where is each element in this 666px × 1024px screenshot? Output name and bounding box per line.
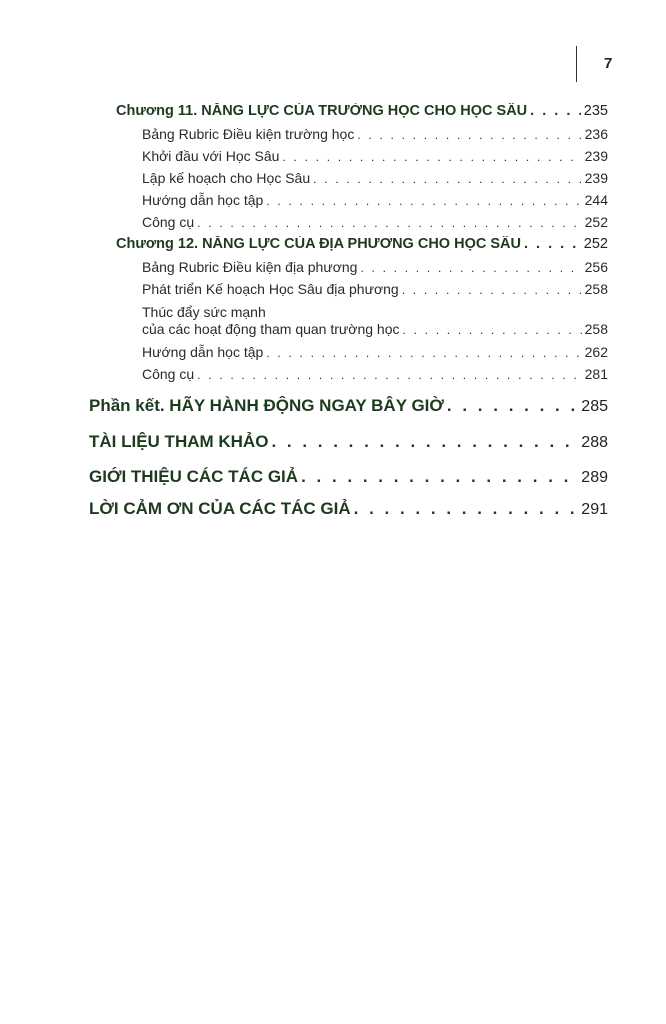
dot-leader xyxy=(354,499,579,519)
dot-leader xyxy=(266,346,581,360)
toc-page-number: 262 xyxy=(584,344,608,360)
toc-section[interactable] xyxy=(142,126,608,142)
toc-section-title: Công cụ xyxy=(142,366,195,382)
toc-chapter-12[interactable] xyxy=(116,236,608,252)
toc-part-title: GIỚI THIỆU CÁC TÁC GIẢ xyxy=(89,467,299,486)
toc-section-title: Phát triển Kế hoạch Học Sâu địa phương xyxy=(142,281,399,297)
toc-page-number: 244 xyxy=(584,192,608,208)
toc-part-about-authors[interactable] xyxy=(89,467,608,487)
toc-chapter-title: Chương 12. NĂNG LỰC CỦA ĐỊA PHƯƠNG CHO HỌC SÂU xyxy=(116,236,521,252)
page-number: 7 xyxy=(604,55,613,72)
dot-leader xyxy=(282,150,581,164)
dot-leader xyxy=(447,396,578,416)
toc-page-number: 236 xyxy=(584,126,608,142)
toc-page-number: 291 xyxy=(581,501,608,518)
dot-leader xyxy=(402,283,582,297)
toc-section-title: Hướng dẫn học tập xyxy=(142,344,264,360)
toc-section[interactable] xyxy=(142,259,608,275)
toc-section-title-line1[interactable]: Thúc đẩy sức mạnh xyxy=(142,304,266,320)
toc-section[interactable] xyxy=(142,344,608,360)
toc-section-title: Bảng Rubric Điều kiện trường học xyxy=(142,126,355,142)
toc-page-number: 285 xyxy=(581,398,608,415)
dot-leader xyxy=(403,323,582,337)
toc-page-number: 239 xyxy=(584,170,608,186)
toc-part-title: Phần kết. HÃY HÀNH ĐỘNG NGAY BÂY GIỜ xyxy=(89,396,444,415)
toc-section-title: của các hoạt động tham quan trường học xyxy=(142,321,400,337)
toc-section[interactable] xyxy=(142,366,608,382)
toc-page-number: 258 xyxy=(584,321,608,337)
toc-part-references[interactable] xyxy=(89,432,608,452)
toc-part-title: LỜI CẢM ƠN CỦA CÁC TÁC GIẢ xyxy=(89,499,351,518)
dot-leader xyxy=(266,194,581,208)
toc-section-title: Lập kế hoạch cho Học Sâu xyxy=(142,170,311,186)
dot-leader xyxy=(301,467,578,487)
toc-part-conclusion[interactable] xyxy=(89,396,608,416)
dot-leader xyxy=(197,368,581,382)
toc-page-number: 239 xyxy=(584,148,608,164)
toc-page-number: 235 xyxy=(583,103,608,119)
toc-page-number: 281 xyxy=(584,366,608,382)
toc-page-number: 252 xyxy=(583,236,608,252)
toc-section[interactable] xyxy=(142,192,608,208)
toc-page-number: 258 xyxy=(584,281,608,297)
toc-section-title: Bảng Rubric Điều kiện địa phương xyxy=(142,259,358,275)
dot-leader xyxy=(530,103,581,119)
dot-leader xyxy=(271,432,578,452)
toc-part-title: TÀI LIỆU THAM KHẢO xyxy=(89,432,269,451)
toc-section[interactable] xyxy=(142,214,608,230)
toc-page-number: 289 xyxy=(581,469,608,486)
toc-section[interactable] xyxy=(142,321,608,337)
toc-section[interactable] xyxy=(142,170,608,186)
toc-page-number: 288 xyxy=(581,434,608,451)
toc-chapter-title: Chương 11. NĂNG LỰC CỦA TRƯỜNG HỌC CHO HỌC SÂU xyxy=(116,103,528,119)
toc-part-acknowledgements[interactable] xyxy=(89,499,608,519)
toc-section-title: Công cụ xyxy=(142,214,195,230)
dot-leader xyxy=(360,261,581,275)
toc-page-number: 252 xyxy=(584,214,608,230)
toc-section[interactable] xyxy=(142,281,608,297)
toc-page-number: 256 xyxy=(584,259,608,275)
toc-section-title: Khởi đầu với Học Sâu xyxy=(142,148,280,164)
dot-leader xyxy=(197,216,581,230)
toc-section-title: Hướng dẫn học tập xyxy=(142,192,264,208)
dot-leader xyxy=(524,236,581,252)
dot-leader xyxy=(313,172,582,186)
toc-chapter-11[interactable] xyxy=(116,103,608,119)
toc-section[interactable] xyxy=(142,148,608,164)
dot-leader xyxy=(357,128,581,142)
